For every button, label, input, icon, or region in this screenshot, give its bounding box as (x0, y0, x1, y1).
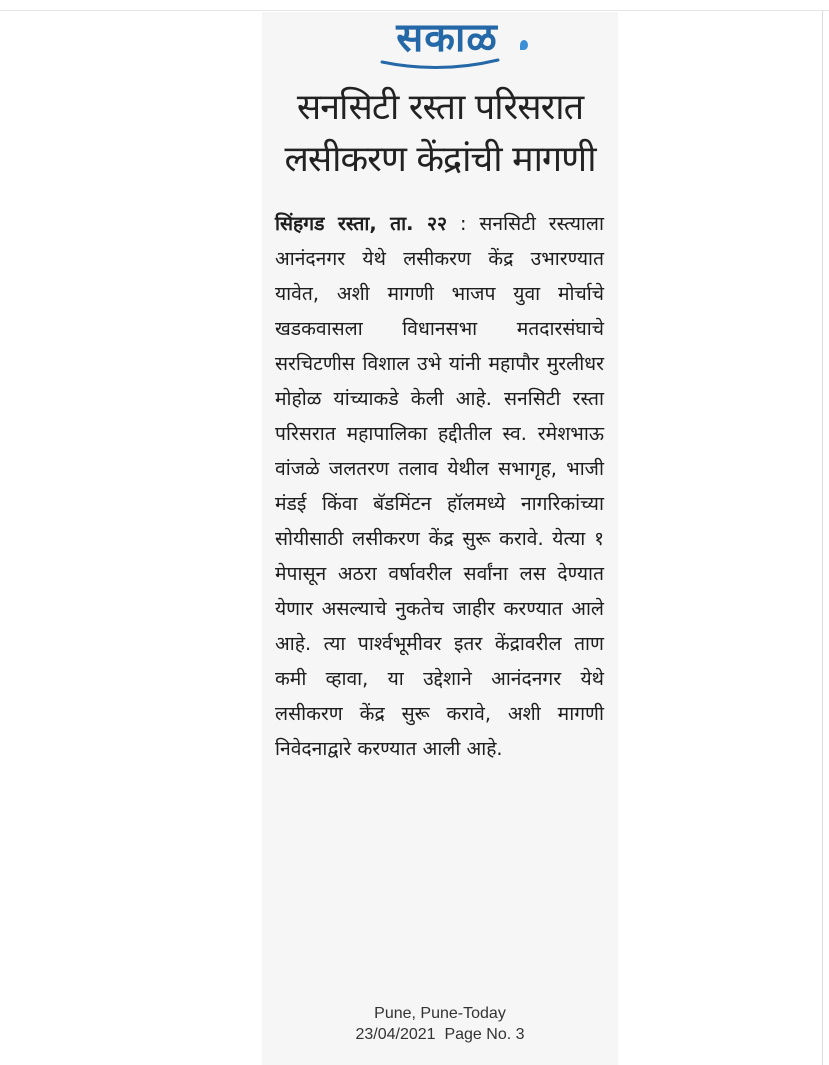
masthead-sun-icon (520, 40, 528, 50)
masthead-logo-text: सकाळ (396, 14, 498, 61)
article-body-text: : सनसिटी रस्त्याला आनंदनगर येथे लसीकरण केंद्र उभारण्यात यावेत, अशी मागणी भाजप युवा मोर्चाचे खडकवासला विधानसभा मतदारसंघाचे सरचिटणीस विशाल उभे यांनी महापौर मुरलीधर मोहोळ यांच्याकडे केली आहे. सनसिटी रस्ता परिसरात महापालिका हद्दीतील स्व. रमेशभाऊ वांजळे जलतरण तलाव येथील सभागृह, भाजी मंडई किंवा बॅडमिंटन हॉलमध्ये नागरिकांच्या सोयीसाठी लसीकरण केंद्र सुरू करावे. येत्या १ मेपासून अठरा वर्षावरील सर्वांना लस देण्यात येणार असल्याचे नुकतेच जाहीर करण्यात आले आहे. त्या पार्श्वभूमीवर इतर केंद्रावरील ताण कमी व्हावा, या उद्देशाने आनंदनगर येथे लसीकरण केंद्र सुरू करावे, अशी मागणी निवेदनाद्वारे करण्यात आली आहे. (275, 212, 604, 760)
source-info (262, 1003, 618, 1045)
article-dateline: सिंहगड रस्ता, ता. २२ (275, 212, 448, 235)
article-headline: सनसिटी रस्ता परिसरात लसीकरण केंद्रांची मागणी (284, 87, 596, 180)
masthead-swoosh-icon (380, 58, 500, 72)
masthead (262, 14, 618, 68)
source-date-page: 23/04/2021 Page No. 3 (355, 1026, 525, 1043)
source-publication: Pune, Pune-Today (374, 1005, 506, 1022)
article-body (275, 206, 604, 766)
right-border (822, 10, 823, 1065)
top-border (0, 10, 829, 11)
